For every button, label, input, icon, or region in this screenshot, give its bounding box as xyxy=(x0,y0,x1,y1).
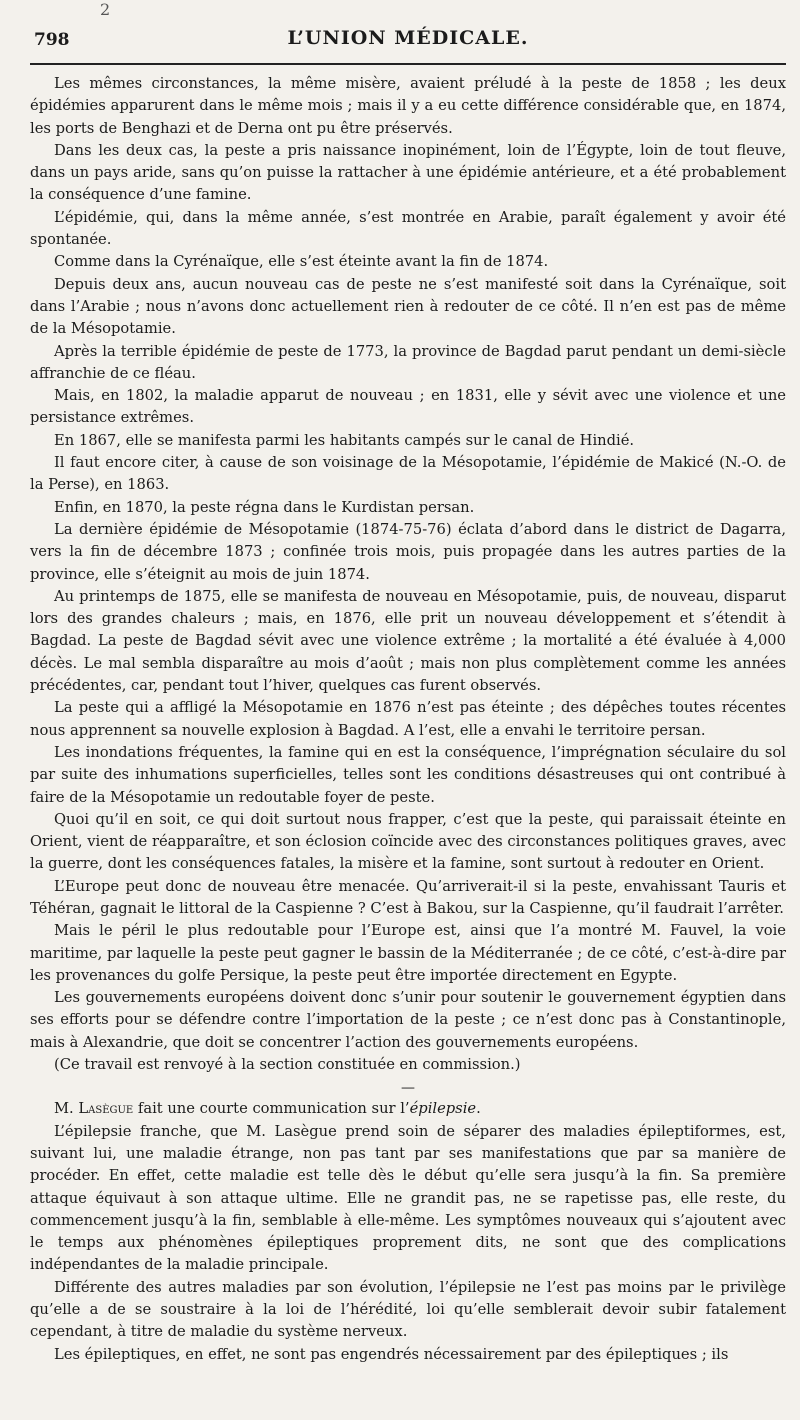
paragraph: L’Europe peut donc de nouveau être menacée. Qu’arriverait-il si la peste, envahissant Tauris et Téhéran, gagnait le littoral de la Caspienne ? C’est à Bakou, sur la Caspienne, qu’il faudrait l’arrêter. xyxy=(30,877,786,917)
paragraph: L’épidémie, qui, dans la même année, s’est montrée en Arabie, paraît également y avoir été spontanée. xyxy=(30,208,786,249)
paragraph: Dans les deux cas, la peste a pris naissance inopinément, loin de l’Égypte, loin de tout fleuve, dans un pays aride, sans qu’on puisse la rattacher à une épidémie antérieure, et a été probablement la conséquence d’une famine. xyxy=(30,141,786,204)
paragraph: Depuis deux ans, aucun nouveau cas de peste ne s’est manifesté soit dans la Cyrénaïque, soit dans l’Arabie ; nous n’avons donc actuellement rien à redouter de ce côté. Il n’en est pas de même de la Mésopotamie. xyxy=(30,275,786,338)
paragraph: Les gouvernements européens doivent donc s’unir pour soutenir le gouvernement égyptien dans ses efforts pour se défendre contre l’importation de la peste ; ce n’est donc pas à Constantinople, mais à Alexandrie, que doit se concentrer l’action des gouvernements européens. xyxy=(30,989,786,1051)
paragraph: Mais, en 1802, la maladie apparut de nouveau ; en 1831, elle y sévit avec une violence et une persistance extrêmes. xyxy=(30,387,786,427)
header-rule xyxy=(30,63,786,65)
page-header xyxy=(30,0,786,50)
intro-end: . xyxy=(476,1100,481,1118)
lasegue-intro xyxy=(30,1098,786,1120)
section-separator: — xyxy=(401,1080,415,1097)
paragraph: Au printemps de 1875, elle se manifesta de nouveau en Mésopotamie, puis, de nouveau, disparut lors des grandes chaleurs ; mais, en 1876, elle prit un nouveau développement et s’étendit à Bagdad. La peste de Bagdad sévit avec une violence extrême ; la mortalité a été évaluée à 4,000 décès. Le mal sembla disparaître au mois d’août ; mais non plus complètement comme les années précédentes, car, pendant tout l’hiver, quelques cas furent observés. xyxy=(30,587,786,695)
paragraph: Différente des autres maladies par son évolution, l’épilepsie ne l’est pas moins par le privilège qu’elle a de se soustraire à la loi de l’hérédité, loi qu’elle semblerait devoir subir fatalement cependant, à titre de maladie du système nerveux. xyxy=(30,1278,786,1341)
paragraph: Quoi qu’il en soit, ce qui doit surtout nous frapper, c’est que la peste, qui paraissait éteinte en Orient, vient de réapparaître, et son éclosion coïncide avec des circonstances politiques graves, avec la guerre, dont les conséquences fatales, la misère et la famine, sont surtout à redouter en Orient. xyxy=(30,810,786,873)
intro-text: fait une courte communication sur l’ xyxy=(133,1100,410,1118)
paragraph: Enfin, en 1870, la peste régna dans le Kurdistan persan. xyxy=(54,498,475,516)
handwritten-mark: 2 xyxy=(100,0,111,19)
page-number: 798 xyxy=(34,30,70,50)
paragraph: Les épileptiques, en effet, ne sont pas engendrés nécessairement par des épileptiques ; ils xyxy=(54,1345,729,1363)
paragraph: Les inondations fréquentes, la famine qui en est la conséquence, l’imprégnation séculaire du sol par suite des inhumations superficielles, telles sont les conditions désastreuses qui ont contribué à faire de la Mésopotamie un redoutable foyer de peste. xyxy=(30,743,786,806)
speaker-name: M. Lasègue xyxy=(54,1100,134,1118)
paragraph: Les mêmes circonstances, la même misère, avaient préludé à la peste de 1858 ; les deux épidémies apparurent dans le même mois ; mais il y a eu cette différence considérable que, en 1874, les ports de Benghazi et de Derna ont pu être préservés. xyxy=(30,75,786,137)
paragraph: Après la terrible épidémie de peste de 1773, la province de Bagdad parut pendant un demi-siècle affranchie de ce fléau. xyxy=(30,342,786,382)
paragraph: La dernière épidémie de Mésopotamie (1874-75-76) éclata d’abord dans le district de Dagarra, vers la fin de décembre 1873 ; confinée trois mois, puis propagée dans les autres parties de la province, elle s’éteignit au mois de juin 1874. xyxy=(30,520,786,583)
topic-word: épilepsie xyxy=(409,1100,477,1118)
running-title: L’UNION MÉDICALE. xyxy=(287,27,529,49)
paragraph: La peste qui a affligé la Mésopotamie en 1876 n’est pas éteinte ; des dépêches toutes récentes nous apprennent sa nouvelle explosion à Bagdad. A l’est, elle a envahi le territoire persan. xyxy=(30,699,786,739)
body-text xyxy=(30,73,786,1366)
paragraph: Il faut encore citer, à cause de son voisinage de la Mésopotamie, l’épidémie de Makicé (N.-O. de la Perse), en 1863. xyxy=(30,454,786,494)
paragraph: Mais le péril le plus redoutable pour l’Europe est, ainsi que l’a montré M. Fauvel, la voie maritime, par laquelle la peste peut gagner le bassin de la Méditerranée ; de ce côté, c’est-à-dire par les provenances du golfe Persique, la peste peut être importée directement en Egypte. xyxy=(30,922,786,984)
paragraph: L’épilepsie franche, que M. Lasègue prend soin de séparer des maladies épileptiformes, est, suivant lui, une maladie étrange, non pas tant par ses manifestations que par sa manière de procéder. En effet, cette maladie est telle dès le début qu’elle sera jusqu’à la fin. Sa première attaque équivaut à son attaque ultime. Elle ne grandit pas, ne se rapetisse pas, elle reste, du commencement jusqu’à la fin, semblable à elle-même. Les symptômes nouveaux qui s’ajoutent avec le temps aux phénomènes épileptiques proprement dits, ne sont que des complications indépendantes de la maladie principale. xyxy=(30,1122,786,1274)
paragraph: En 1867, elle se manifesta parmi les habitants campés sur le canal de Hindié. xyxy=(54,431,635,449)
paragraph: (Ce travail est renvoyé à la section constituée en commission.) xyxy=(54,1056,521,1074)
paragraph: Comme dans la Cyrénaïque, elle s’est éteinte avant la fin de 1874. xyxy=(54,253,549,271)
